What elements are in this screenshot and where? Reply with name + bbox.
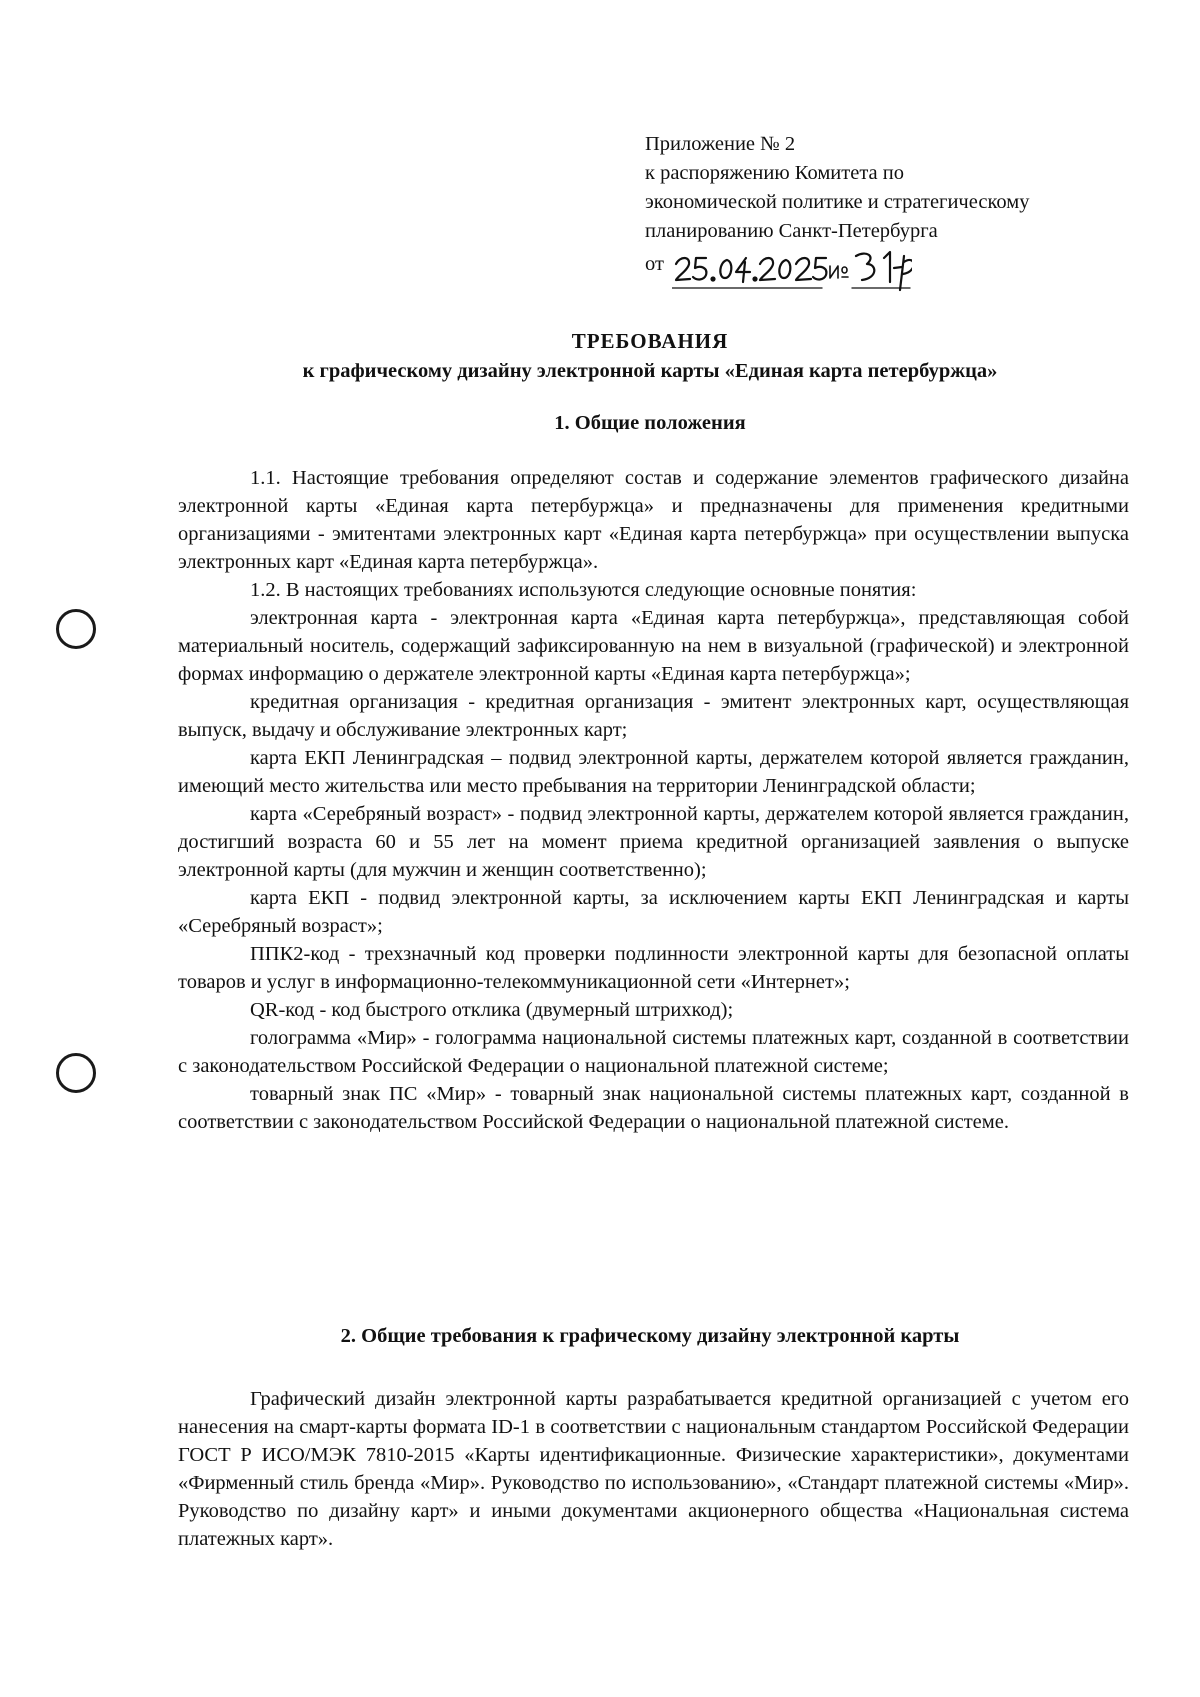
appendix-header (645, 130, 1165, 284)
section-2-body (178, 1385, 1129, 1553)
handwritten-date-number (672, 244, 912, 292)
definition-paragraph: кредитная организация - кредитная организация - эмитент электронных карт, осуществляющая выпуск, выдачу и обслуживание электронных карт; (178, 691, 1129, 741)
punch-hole-top (56, 609, 96, 649)
appendix-line-3: экономической политике и стратегическому (645, 191, 1030, 213)
definition-paragraph: ППК2-код - трехзначный код проверки подлинности электронной карты для безопасной оплаты товаров и услуг в информационно-телекоммуникационной сети «Интернет»; (178, 943, 1129, 993)
definition-paragraph: голограмма «Мир» - голограмма национальной системы платежных карт, созданной в соответствии с законодательством Российской Федерации о национальной платежной системе; (178, 1027, 1129, 1077)
paragraph: 1.1. Настоящие требования определяют состав и содержание элементов графического дизайна электронной карты «Единая карта петербуржца» и предназначены для применения кредитными организациями - эмитентами электронных карт «Единая карта петербуржца» при осуществлении выпуска электронных карт «Единая карта петербуржца». (178, 467, 1129, 573)
date-prefix: от (645, 253, 664, 275)
appendix-date-line (645, 246, 1165, 284)
section-1-body (178, 464, 1129, 1136)
paragraph: Графический дизайн электронной карты разрабатывается кредитной организацией с учетом его нанесения на смарт-карты формата ID-1 в соответствии с национальным стандартом Российской Федерации ГОСТ Р ИСО/МЭК 7810-2015 «Карты идентификационные. Физические характеристики», документами «Фирменный стиль бренда «Мир». Руководство по использованию», «Стандарт платежной системы «Мир». Руководство по дизайну карт» и иными документами акционерного общества «Национальная система платежных карт». (178, 1388, 1129, 1550)
appendix-line-2: к распоряжению Комитета по (645, 162, 904, 184)
definition-paragraph: карта ЕКП - подвид электронной карты, за исключением карты ЕКП Ленинградская и карты «Серебряный возраст»; (178, 887, 1129, 937)
appendix-line-4: планированию Санкт-Петербурга (645, 220, 938, 242)
definition-paragraph: QR-код - код быстрого отклика (двумерный штрихкод); (250, 999, 734, 1021)
document-title-block (170, 326, 1130, 386)
paragraph: 1.2. В настоящих требованиях используются следующие основные понятия: (250, 579, 917, 601)
definition-paragraph: карта «Серебряный возраст» - подвид электронной карты, держателем которой является гражданин, достигший возраста 60 и 55 лет на момент приема кредитной организацией заявления о выпуске электронной карты (для мужчин и женщин соответственно); (178, 803, 1129, 881)
section-2-heading: 2. Общие требования к графическому дизайну электронной карты (340, 1325, 960, 1347)
section-1-heading: 1. Общие положения (554, 412, 746, 434)
punch-hole-bottom (56, 1053, 96, 1093)
definition-paragraph: карта ЕКП Ленинградская – подвид электронной карты, держателем которой является гражданин, имеющий место жительства или место пребывания на территории Ленинградской области; (178, 747, 1129, 797)
document-subtitle: к графическому дизайну электронной карты «Единая карта петербуржца» (302, 360, 998, 382)
document-title: ТРЕБОВАНИЯ (571, 329, 729, 353)
appendix-line-1: Приложение № 2 (645, 133, 796, 155)
definition-paragraph: электронная карта - электронная карта «Единая карта петербуржца», представляющая собой материальный носитель, содержащий зафиксированную на нем в визуальной (графической) и электронной формах информацию о держателе электронной карты «Единая карта петербуржца»; (178, 607, 1129, 685)
definition-paragraph: товарный знак ПС «Мир» - товарный знак национальной системы платежных карт, созданной в соответствии с законодательством Российской Федерации о национальной платежной системе. (178, 1083, 1129, 1133)
